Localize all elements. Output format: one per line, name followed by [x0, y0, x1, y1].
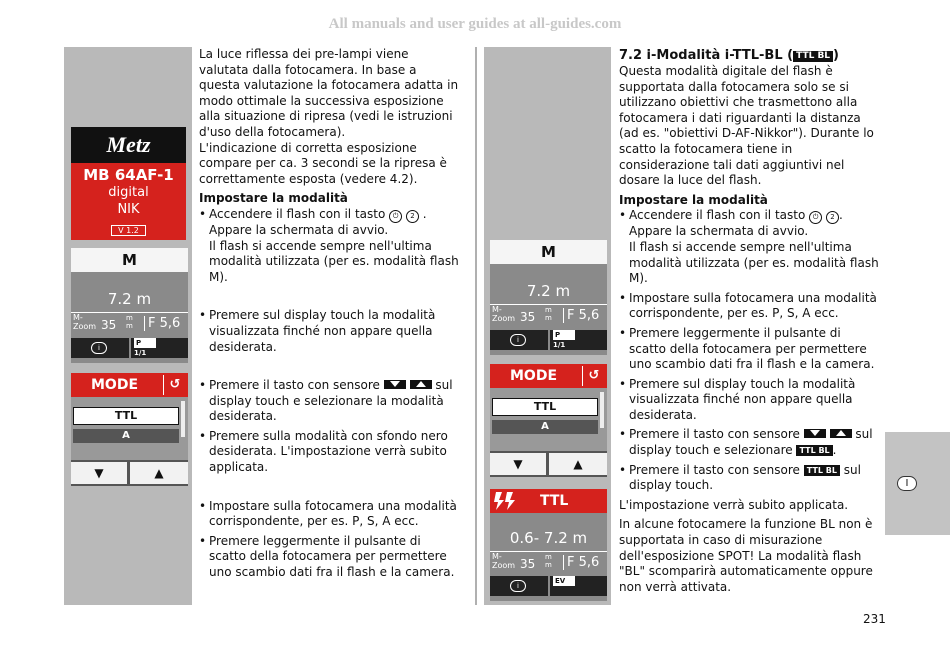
mode-option[interactable]: A	[73, 429, 179, 443]
power-icon: ⏻	[389, 210, 402, 223]
info-icon: i	[510, 334, 526, 346]
language-tab	[885, 432, 950, 535]
display-distance: 7.2 m	[526, 282, 571, 300]
ratio-label: 1/1	[553, 341, 566, 349]
section-heading: Impostare la modalità	[619, 192, 768, 207]
info-button[interactable]	[490, 330, 548, 350]
zoom-label2: Zoom	[73, 322, 97, 331]
mode-title: MODE	[91, 377, 139, 393]
mm-label2: m	[126, 322, 133, 330]
list-item	[619, 463, 881, 494]
mode-menu-right	[490, 364, 607, 477]
bullet-text: Accendere il flash con il tasto	[629, 208, 806, 223]
zoom-value: 35	[520, 557, 536, 571]
scrollbar[interactable]	[600, 392, 604, 428]
column-separator	[475, 47, 477, 605]
display-m-right	[490, 240, 607, 355]
mode-option-selected[interactable]: TTL	[73, 407, 179, 425]
version-label: V 1.2	[111, 225, 146, 236]
zoom-label: M-	[492, 305, 502, 314]
info-icon: i	[91, 342, 107, 354]
watermark: All manuals and user guides at all-guides.com	[328, 16, 622, 32]
brand-logo: Metz	[71, 127, 186, 163]
model-line1: digital	[108, 185, 149, 200]
display-mode: M	[490, 240, 607, 264]
ttl-bl-icon: TTL BL	[796, 445, 832, 456]
section-title-end: )	[833, 48, 839, 63]
list-item: • Premere il tasto con sensore sul display touch e selezionare TTL BL .	[619, 427, 881, 458]
p-label: P	[553, 330, 575, 340]
display-mode: M	[71, 248, 188, 272]
ratio-label: 1/1	[134, 349, 147, 357]
zoom-label: M-	[73, 313, 83, 322]
zoom-value: 35	[101, 318, 117, 332]
zoom-value: 35	[520, 310, 536, 324]
intro-paragraph: La luce riflessa dei pre-lampi viene valutata dalla fotocamera. In base a questa valutazione la fotocamera adatta in modo ottimale la successiva esposizione alla situazione di ripresa (vedi le istruzioni d'uso della fotocamera).	[199, 47, 459, 139]
mm-label2: m	[545, 561, 552, 569]
metz-logo	[71, 127, 186, 240]
zoom-label2: Zoom	[492, 314, 516, 323]
arrow-up-icon	[410, 380, 432, 389]
up-button[interactable]: ▲	[130, 462, 188, 484]
mm-label: m	[126, 314, 133, 322]
p-label: P	[134, 338, 156, 348]
bullet-text: Appare la schermata di avvio.	[209, 222, 389, 237]
arrow-down-icon	[384, 380, 406, 389]
f-number: F 5,6	[563, 308, 599, 323]
up-button[interactable]: ▲	[549, 453, 607, 475]
info-icon: i	[510, 580, 526, 592]
exposure-paragraph: L'indicazione di corretta esposizione compare per ca. 3 secondi se la ripresa è correttamente esposta (vedere 4.2).	[199, 140, 447, 186]
intro-paragraph: Questa modalità digitale del flash è supportata dalla fotocamera solo se si utilizzano obiettivi che trasmettono alla fotocamera i dati riguardanti la distanza (ad es. "obiettivi D-AF-Nikkor"). Durante lo scatto la fotocamera tiene in considerazione tali dati aggiuntivi nel dosare la luce del flash.	[619, 64, 874, 188]
spot-note-paragraph: In alcune fotocamere la funzione BL non è supportata in caso di misurazione dell'esposizione SPOT! La modalità flash "BL" scomparirà automaticamente oppure non verrà attivata.	[619, 517, 873, 594]
display-m-left	[71, 248, 188, 363]
key-2-icon: 2	[826, 211, 839, 224]
list-item: • Premere leggermente il pulsante di scatto della fotocamera per permettere uno scambio dati fra il flash e la camera.	[199, 534, 461, 581]
list-item: • Premere sulla modalità con sfondo nero desiderata. L'impostazione verrà subito applicata.	[199, 429, 461, 476]
f-number: F 5,6	[563, 555, 599, 570]
ev-indicator	[550, 576, 607, 596]
list-item: • Premere sul display touch la modalità visualizzata finché non appare quella desiderata.	[199, 308, 461, 355]
language-tab-label: I	[897, 476, 917, 491]
bullet-text: Premere il tasto con sensore	[209, 378, 380, 393]
mode-title: MODE	[510, 368, 558, 384]
display-distance: 0.6- 7.2 m	[509, 529, 588, 547]
flash-icon	[493, 490, 519, 512]
model-name: MB 64AF-1	[83, 166, 174, 184]
ttl-header	[490, 489, 607, 513]
info-button[interactable]	[71, 338, 129, 358]
section-title-text: 7.2 i-Modalità i-TTL-BL (	[619, 48, 794, 63]
info-button[interactable]	[490, 576, 548, 596]
down-button[interactable]: ▼	[71, 462, 127, 484]
bullet-text: sul display touch e selezionare la modalità desiderata.	[209, 378, 453, 424]
bullet-text: Il flash si accende sempre nell'ultima modalità utilizzata (per es. modalità flash M).	[629, 239, 879, 286]
display-distance: 7.2 m	[107, 290, 152, 308]
p-indicator	[550, 330, 607, 350]
mode-option[interactable]: A	[492, 420, 598, 434]
mode-option-selected[interactable]: TTL	[492, 398, 598, 416]
ttl-mode: TTL	[540, 493, 569, 509]
list-item: • Accendere il flash con il tasto ⏻ 2 . Appare la schermata di avvio. Il flash si accende sempre nell'ultima modalità utilizzata (per es. modalità flash M).	[619, 208, 881, 286]
mm-label: m	[545, 553, 552, 561]
section-title	[619, 47, 881, 64]
list-item: • Impostare sulla fotocamera una modalità corrispondente, per es. P, S, A ecc.	[199, 499, 461, 530]
f-number: F 5,6	[144, 316, 180, 331]
display-ttl	[490, 513, 607, 601]
mode-menu-left	[71, 373, 188, 486]
section-heading: Impostare la modalità	[199, 191, 348, 206]
bullet-text: Premere il tasto con sensore	[629, 427, 800, 442]
applied-paragraph: L'impostazione verrà subito applicata.	[619, 497, 849, 512]
bullet-text: sul display touch.	[629, 462, 861, 493]
down-button[interactable]: ▼	[490, 453, 546, 475]
bullet-text: sul display touch e selezionare	[629, 427, 873, 458]
bullet-text: Accendere il flash con il tasto	[209, 206, 386, 221]
back-icon[interactable]: ↺	[163, 375, 186, 395]
power-icon: ⏻	[809, 211, 822, 224]
left-text-column	[199, 47, 461, 581]
bullet-text: Appare la schermata di avvio.	[629, 224, 809, 239]
list-item	[199, 378, 461, 425]
page-number: 231	[863, 612, 886, 626]
model-line2: NIK	[117, 202, 140, 217]
ev-label: EV	[553, 576, 575, 586]
arrow-up-icon	[830, 429, 852, 438]
zoom-label: M-	[492, 552, 502, 561]
key-2-icon: 2	[406, 210, 419, 223]
list-item: • Premere leggermente il pulsante di scatto della fotocamera per permettere uno scambio dati fra il flash e la camera.	[619, 326, 881, 373]
p-indicator	[131, 338, 188, 358]
arrow-down-icon	[804, 429, 826, 438]
bullet-text: Premere il tasto con sensore	[629, 462, 800, 477]
mm-label: m	[545, 306, 552, 314]
mm-label2: m	[545, 314, 552, 322]
bullet-text: Il flash si accende sempre nell'ultima modalità utilizzata (per es. modalità flash M).	[209, 238, 459, 284]
list-item: • Impostare sulla fotocamera una modalità corrispondente, per es. P, S, A ecc.	[619, 291, 881, 322]
zoom-label2: Zoom	[492, 561, 516, 570]
back-icon[interactable]: ↺	[582, 366, 605, 386]
right-text-column	[619, 47, 881, 595]
scrollbar[interactable]	[181, 401, 185, 437]
list-item: • Premere sul display touch la modalità visualizzata finché non appare quella desiderata.	[619, 377, 881, 424]
list-item: • Accendere il flash con il tasto ⏻ 2 . Appare la schermata di avvio. Il flash si accende sempre nell'ultima modalità utilizzata (per es. modalità flash M).	[199, 207, 461, 285]
ttl-bl-icon: TTL BL	[804, 465, 840, 476]
ttl-bl-icon: TTL BL	[793, 51, 833, 62]
